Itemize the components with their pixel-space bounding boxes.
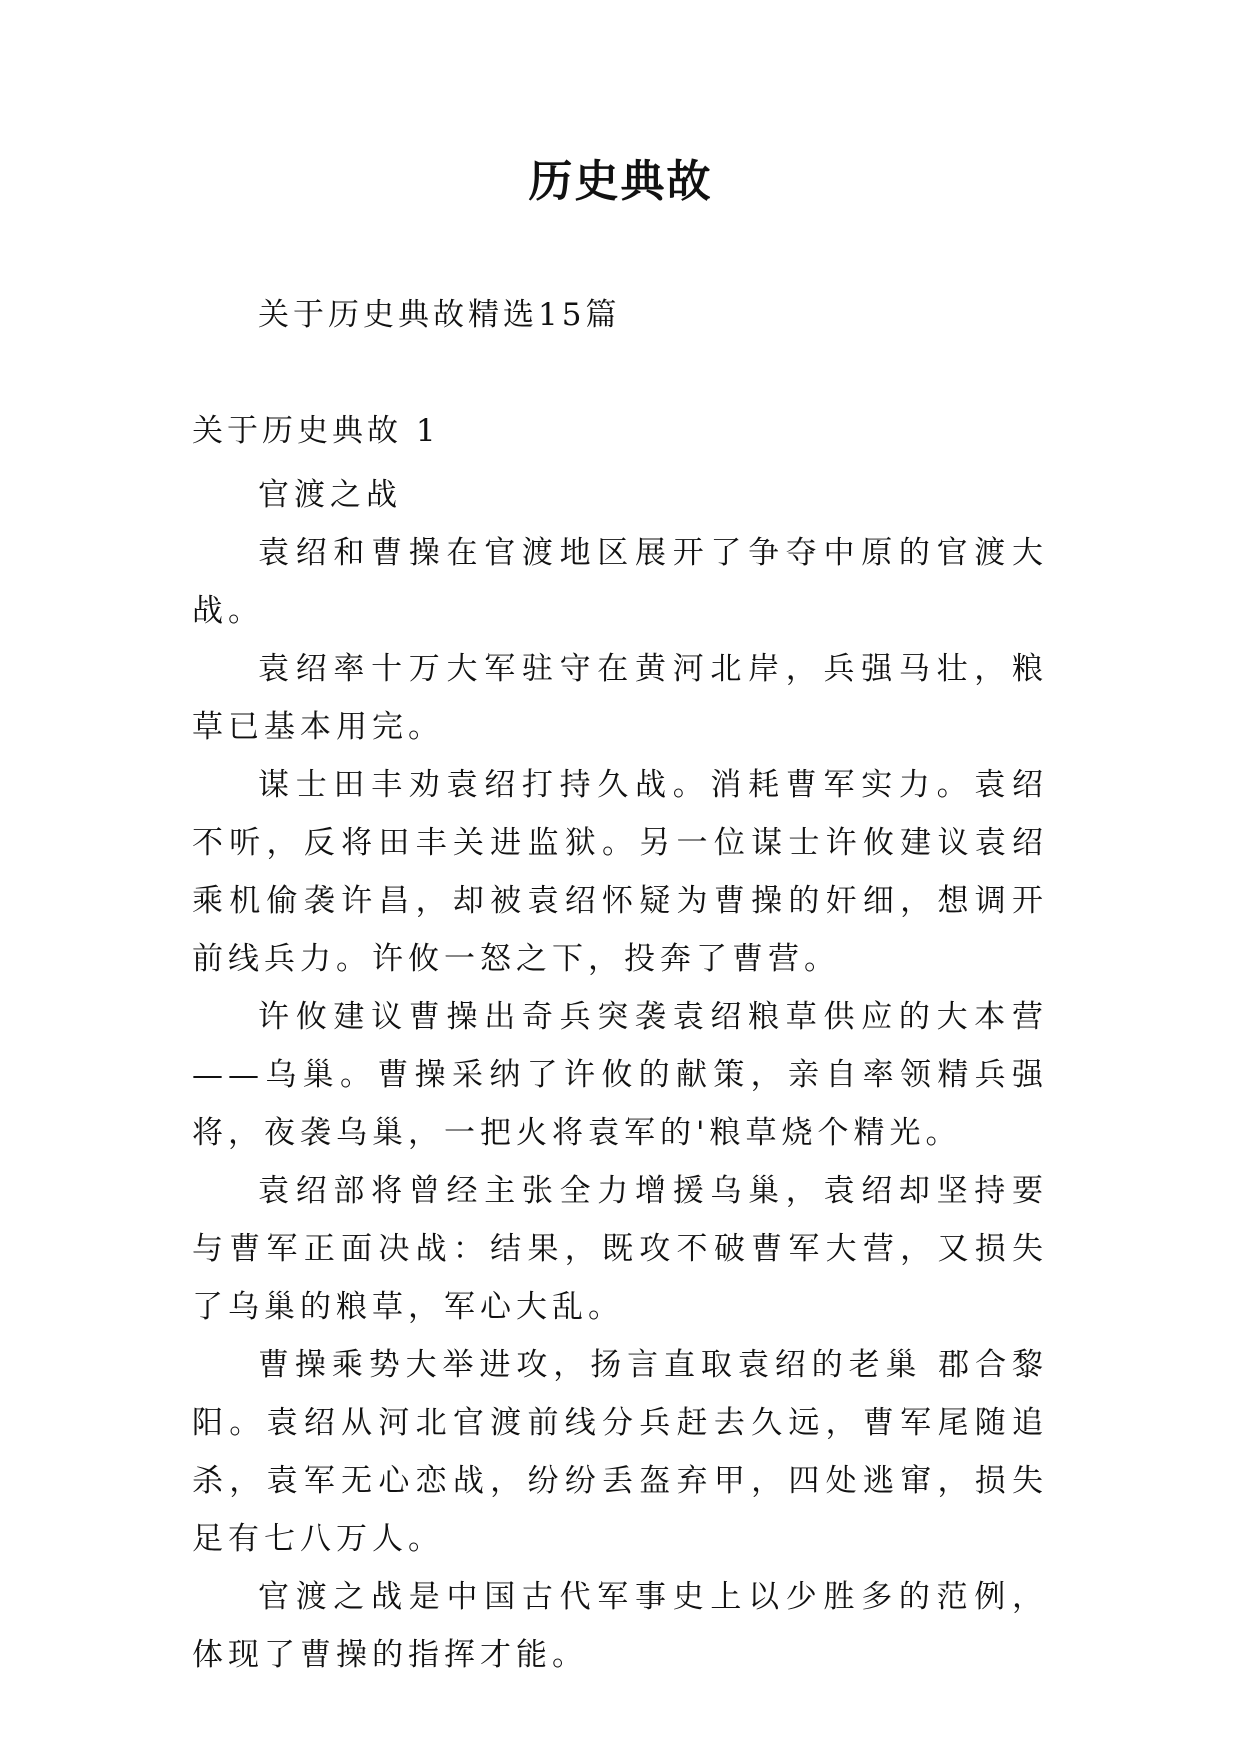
paragraph: 袁绍率十万大军驻守在黄河北岸，兵强马壮，粮草已基本用完。 [192,651,1048,745]
section-heading: 关于历史典故 1 [192,413,440,449]
document-title: 历史典故 [528,156,713,207]
paragraph: 许攸建议曹操出奇兵突袭袁绍粮草供应的大本营——乌巢。曹操采纳了许攸的献策，亲自率领精兵强将，夜袭乌巢，一把火将袁军的'粮草烧个精光。 [192,999,1048,1151]
paragraph: 曹操乘势大举进攻，扬言直取袁绍的老巢 郡合黎阳。袁绍从河北官渡前线分兵赶去久远，曹军尾随追杀，袁军无心恋战，纷纷丢盔弃甲，四处逃窜，损失足有七八万人。 [192,1347,1048,1557]
article-subheading: 官渡之战 [258,477,402,513]
paragraph: 谋士田丰劝袁绍打持久战。消耗曹军实力。袁绍不听，反将田丰关进监狱。另一位谋士许攸建议袁绍乘机偷袭许昌，却被袁绍怀疑为曹操的奸细，想调开前线兵力。许攸一怒之下，投奔了曹营。 [192,767,1048,977]
article-body [192,466,1048,1684]
paragraph: 袁绍部将曾经主张全力增援乌巢，袁绍却坚持要与曹军正面决战：结果，既攻不破曹军大营，又损失了乌巢的粮草，军心大乱。 [192,1173,1048,1325]
document-subtitle: 关于历史典故精选15篇 [258,297,621,333]
paragraph: 官渡之战是中国古代军事史上以少胜多的范例，体现了曹操的指挥才能。 [192,1579,1048,1673]
paragraph: 袁绍和曹操在官渡地区展开了争夺中原的官渡大战。 [192,535,1048,629]
